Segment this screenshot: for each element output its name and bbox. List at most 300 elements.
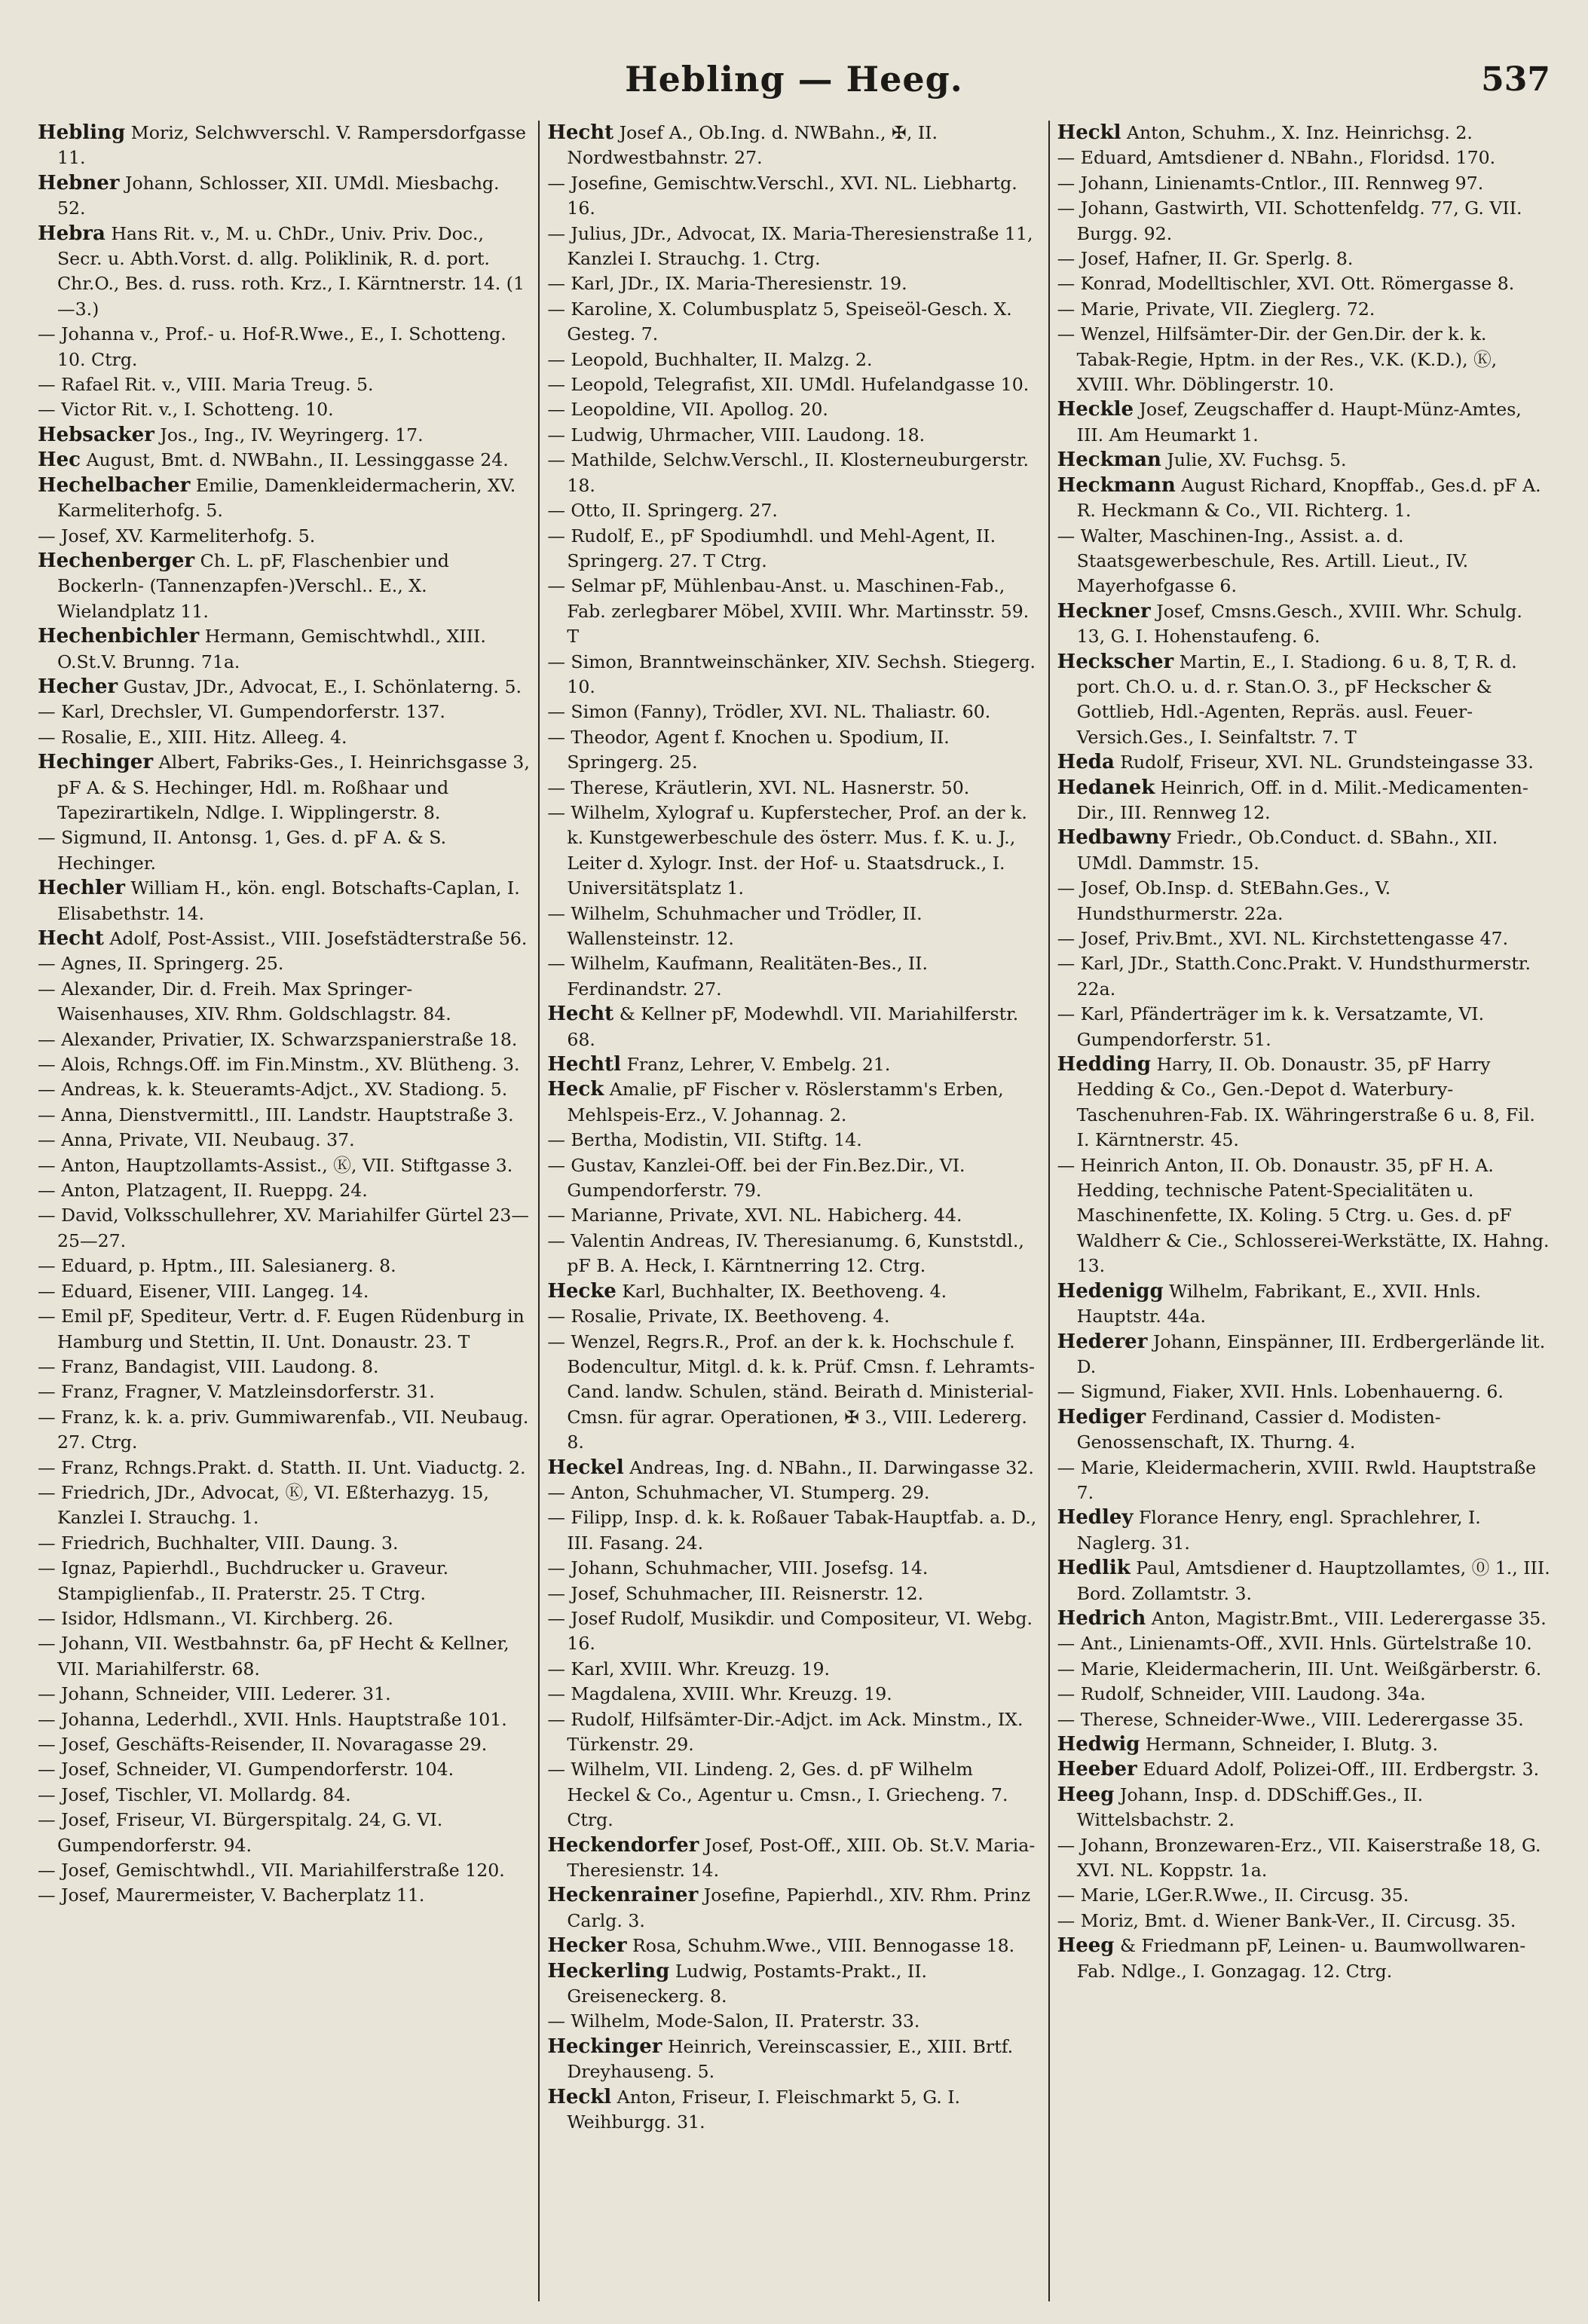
entry-surname: Heckel [547,1456,624,1479]
directory-entry [38,951,531,976]
entry-details: — Johann, Linienamts-Cntlor., III. Rennweg 97. [1057,172,1484,194]
entry-details: — Alexander, Privatier, IX. Schwarzspanierstraße 18. [38,1028,518,1050]
entry-surname: Hedding [1057,1053,1152,1076]
entry-surname: Heckl [547,2085,612,2108]
entry-details: Franz, Lehrer, V. Embelg. 21. [626,1054,891,1076]
entry-details: — Franz, Fragner, V. Matzleinsdorferstr. 31. [38,1381,435,1403]
directory-entry [38,825,531,876]
entry-details: Josef, Post-Off., XIII. Ob. St.V. Maria-Theresienstr. 14. [567,1834,1036,1882]
entry-details: — Eduard, p. Hptm., III. Salesianerg. 8. [38,1255,396,1277]
directory-entry [1057,1682,1550,1707]
directory-entry [38,977,531,1027]
entry-details: — Karl, Drechsler, VI. Gumpendorferstr. 137. [38,701,445,723]
entry-details: — Wenzel, Regrs.R., Prof. an der k. k. Hochschule f. Bodencultur, Mitgl. d. k. k. Prüf. Cmsn. f. Lehramts-Cand. landw. Schulen, ständ. Beirath d. Ministerial-Cmsn. für agrar. Operationen, ✠ 3., VIII. Ledererg. 8. [547,1330,1035,1453]
directory-entry [1057,1883,1550,1908]
entry-surname: Hechenberger [38,549,195,572]
directory-entry [1057,876,1550,926]
directory-entry [1057,297,1550,322]
directory-entry [1057,397,1550,448]
entry-surname: Hec [38,449,81,472]
directory-entry [547,1279,1040,1304]
directory-entry [38,1858,531,1883]
entry-details: Julie, XV. Fuchsg. 5. [1167,449,1347,471]
directory-entry [38,524,531,549]
entry-details: — Theodor, Agent f. Knochen u. Spodium, II. Springerg. 25. [547,726,950,773]
directory-entry [547,1304,1040,1329]
entry-details: — Alexander, Dir. d. Freih. Max Springer-Waisenhauses, XIV. Rhm. Goldschlagstr. 84. [38,978,451,1025]
directory-entry [547,297,1040,348]
directory-entry [547,1833,1040,1884]
directory-entry [38,423,531,448]
directory-entry [38,1077,531,1102]
entry-details: — Leopold, Buchhalter, II. Malzg. 2. [547,348,873,370]
entry-surname: Heckinger [547,2035,662,2058]
directory-entry [1057,145,1550,170]
entry-details: — Leopoldine, VII. Apollog. 20. [547,399,828,421]
directory-entry [1057,776,1550,826]
directory-entry [547,776,1040,801]
entry-details: — Therese, Kräutlerin, XVI. NL. Hasnerstr. 50. [547,776,970,798]
entry-details: — Friedrich, JDr., Advocat, Ⓚ, VI. Eßterhazyg. 15, Kanzlei I. Strauchg. 1. [38,1481,489,1529]
page-header [30,59,1558,112]
directory-entry [547,498,1040,523]
entry-details: Heinrich, Vereinscassier, E., XIII. Brtf. Dreyhauseng. 5. [567,2035,1014,2083]
directory-entry [1057,473,1550,524]
entry-details: — Anna, Dienstvermittl., III. Landstr. Hauptstraße 3. [38,1104,514,1125]
entry-surname: Hedbawny [1057,826,1171,850]
entry-details: — Heinrich Anton, II. Ob. Donaustr. 35, pF H. A. Hedding, technische Patent-Specialitäten u. Maschinenfette, IX. Koling. 5 Ctrg. u. Ges. d. pF Waldherr & Cie., Schlosserei-Werkstätte, IX. Hahng. 13. [1057,1154,1550,1277]
page-title: Hebling — Heeg. [625,59,963,100]
entry-surname: Heckner [1057,599,1151,623]
entry-details: Amalie, pF Fischer v. Röslerstamm's Erben, Mehlspeis-Erz., V. Johannag. 2. [567,1079,1004,1125]
directory-entry [38,1556,531,1606]
entry-details: — Ant., Linienamts-Off., XVII. Hnls. Gürtelstraße 10. [1057,1633,1532,1655]
directory-entry [1057,599,1550,650]
entry-details: — Isidor, Hdlsmann., VI. Kirchberg. 26. [38,1607,393,1629]
directory-entry [547,1128,1040,1153]
directory-entry [38,1606,531,1631]
directory-entry [1057,1732,1550,1757]
entry-surname: Heeber [1057,1758,1137,1781]
directory-entry [38,876,531,926]
entry-details: — Karl, Pfänderträger im k. k. Versatzamte, VI. Gumpendorferstr. 51. [1057,1003,1485,1050]
entry-details: Anton, Schuhm., X. Inz. Heinrichsg. 2. [1127,122,1473,143]
entry-details: Heinrich, Off. in d. Milit.-Medicamenten-Dir., III. Rennweg 12. [1076,776,1528,823]
entry-details: — Karl, XVIII. Whr. Kreuzg. 19. [547,1658,830,1679]
entry-details: — Rosalie, Private, IX. Beethoveng. 4. [547,1306,890,1327]
entry-details: — Josef, Maurermeister, V. Bacherplatz 11. [38,1885,425,1906]
entry-surname: Hedanek [1057,776,1155,799]
entry-details: Florance Henry, engl. Sprachlehrer, I. Naglerg. 31. [1076,1507,1481,1554]
entry-surname: Heckmann [1057,473,1176,497]
directory-entry [1057,448,1550,473]
entry-details: — Johann, Schneider, VIII. Lederer. 31. [38,1683,391,1705]
directory-entry [38,1254,531,1278]
entry-details: — Friedrich, Buchhalter, VIII. Daung. 3. [38,1532,399,1554]
directory-entry [1057,825,1550,876]
entry-details: — Josef, Schneider, VI. Gumpendorferstr. 104. [38,1759,454,1781]
entry-details: Moriz, Selchwverschl. V. Rampersdorfgasse 11. [57,122,526,169]
entry-details: & Kellner pF, Modewhdl. VII. Mariahilferstr. 68. [567,1003,1019,1050]
entry-details: — Franz, Rchngs.Prakt. d. Statth. II. Unt. Viaductg. 2. [38,1456,526,1478]
entry-details: — Wenzel, Hilfsämter-Dir. der Gen.Dir. der k. k. Tabak-Regie, Hptm. in der Res., V.K. (K.D.), Ⓚ, XVIII. Whr. Döblingerstr. 10. [1057,323,1498,396]
entry-details: — Simon, Branntweinschänker, XIV. Sechsh. Stiegerg. 10. [547,651,1036,697]
entry-details: — Josef, Ob.Insp. d. StEBahn.Ges., V. Hundsthurmerstr. 22a. [1057,877,1391,924]
directory-entry [547,700,1040,724]
directory-entry [1057,1556,1550,1606]
entry-details: — Wilhelm, Schuhmacher und Trödler, II. Wallensteinstr. 12. [547,902,923,949]
directory-entry [1057,1833,1550,1884]
entry-details: — Sigmund, II. Antonsg. 1, Ges. d. pF A. & S. Hechinger. [38,827,447,874]
directory-entry [547,1606,1040,1657]
directory-entry [1057,1657,1550,1682]
directory-entry [38,1883,531,1908]
entry-details: — Ignaz, Papierhdl., Buchdrucker u. Graveur. Stampiglienfab., II. Praterstr. 25. T Ctrg. [38,1557,449,1604]
directory-entry [38,1783,531,1808]
entry-details: — Franz, k. k. a. priv. Gummiwarenfab., VII. Neubaug. 27. Ctrg. [38,1406,529,1453]
directory-entry [547,397,1040,422]
directory-entry [547,574,1040,649]
directory-entry [547,1153,1040,1204]
directory-entry [38,372,531,397]
directory-entry [547,2035,1040,2085]
directory-entry [38,750,531,825]
directory-entry [1057,271,1550,296]
entry-surname: Hechtl [547,1053,622,1076]
entry-details: Ch. L. pF, Flaschenbier und Bockerln- (Tannenzapfen-)Verschl.. E., X. Wielandplatz 11. [57,550,449,622]
entry-details: — Johann, Schuhmacher, VIII. Josefsg. 14. [547,1557,929,1579]
directory-entry [38,121,531,171]
directory-entry [547,1757,1040,1833]
directory-entry [1057,1707,1550,1732]
entry-details: Rudolf, Friseur, XVI. NL. Grundsteingasse 33. [1120,752,1534,773]
page-number: 537 [1481,60,1550,99]
directory-entry [38,473,531,524]
entry-details: — Magdalena, XVIII. Whr. Kreuzg. 19. [547,1683,892,1705]
entry-details: Anton, Magistr.Bmt., VIII. Lederergasse 35. [1151,1607,1547,1629]
directory-entry [1057,1330,1550,1380]
entry-surname: Heckerling [547,1959,670,1983]
entry-details: — Otto, II. Springerg. 27. [547,500,778,522]
entry-details: Josef, Cmsns.Gesch., XVIII. Whr. Schulg. 13, G. I. Hohenstaufeng. 6. [1076,600,1522,648]
entry-details: — Marie, LGer.R.Wwe., II. Circusg. 35. [1057,1885,1409,1906]
directory-entry [38,1203,531,1254]
entry-details: — Johann, Gastwirth, VII. Schottenfeldg. 77, G. VII. Burgg. 92. [1057,197,1522,244]
entry-details: Karl, Buchhalter, IX. Beethoveng. 4. [622,1280,947,1302]
entry-details: — Marie, Kleidermacherin, III. Unt. Weißgärberstr. 6. [1057,1658,1542,1679]
entry-details: — Franz, Bandagist, VIII. Laudong. 8. [38,1355,379,1377]
entry-details: — Andreas, k. k. Steueramts-Adjct., XV. Stadiong. 5. [38,1079,508,1101]
entry-surname: Hebling [38,121,126,144]
entry-details: William H., kön. engl. Botschafts-Caplan, I. Elisabethstr. 14. [57,877,520,924]
entry-surname: Heda [1057,751,1115,774]
directory-entry [547,1505,1040,1556]
entry-details: Anton, Friseur, I. Fleischmarkt 5, G. I. Weihburgg. 31. [567,2086,961,2133]
directory-entry [547,1203,1040,1228]
entry-details: — Wilhelm, Xylograf u. Kupferstecher, Prof. an der k. k. Kunstgewerbeschule des österr. Mus. f. K. u. J., Leiter d. Xylogr. Inst. der Hof- u. Staatsdruck., I. Universitätsplatz 1. [547,801,1027,899]
entry-surname: Hedley [1057,1506,1134,1529]
directory-entry [547,2009,1040,2034]
entry-details: — Josef, Gemischtwhdl., VII. Mariahilferstraße 120. [38,1860,505,1882]
entry-details: — Marie, Kleidermacherin, XVIII. Rwld. Hauptstraße 7. [1057,1456,1537,1503]
entry-details: — Wilhelm, VII. Lindeng. 2, Ges. d. pF Wilhelm Heckel & Co., Agentur u. Cmsn., I. Griecheng. 7. Ctrg. [547,1759,1008,1831]
entry-details: — Johanna v., Prof.- u. Hof-R.Wwe., E., I. Schotteng. 10. Ctrg. [38,323,506,370]
entry-surname: Heeg [1057,1783,1115,1806]
entry-details: Harry, II. Ob. Donaustr. 35, pF Harry Hedding & Co., Gen.-Depot d. Waterbury-Taschenuhren-Fab. IX. Währingerstraße 6 u. 8, Fil. I. Kärntnerstr. 45. [1076,1054,1535,1151]
directory-entry [38,222,531,323]
directory-entry [547,1657,1040,1682]
entry-surname: Hediger [1057,1405,1146,1428]
entry-details: — Eduard, Eisener, VIII. Langeg. 14. [38,1280,369,1302]
directory-entry [547,725,1040,776]
directory-entry [1057,171,1550,196]
entry-details: — Anton, Schuhmacher, VI. Stumperg. 29. [547,1481,930,1503]
directory-entry [547,524,1040,574]
entry-details: Martin, E., I. Stadiong. 6 u. 8, T, R. d. port. Ch.O. u. d. r. Stan.O. 3., pF Heckscher & Gottlieb, Hdl.-Agenten, Repräs. ausl. Feuer-Versich.Ges., I. Seinfaltstr. 7. T [1076,651,1517,748]
entry-details: Josef, Zeugschaffer d. Haupt-Münz-Amtes, III. Am Heumarkt 1. [1076,399,1522,446]
directory-entry [1057,1909,1550,1934]
directory-entry [38,1682,531,1707]
entry-details: — Karl, JDr., Statth.Conc.Prakt. V. Hundsthurmerstr. 22a. [1057,953,1531,1000]
directory-entry [38,1732,531,1757]
entry-details: — Agnes, II. Springerg. 25. [38,953,284,975]
entry-surname: Heckenrainer [547,1884,699,1907]
directory-entry [38,700,531,724]
entry-details: — Therese, Schneider-Wwe., VIII. Lederergasse 35. [1057,1708,1524,1730]
entry-details: Johann, Einspänner, III. Erdbergerlände lit. D. [1076,1330,1546,1377]
entry-surname: Hecht [547,121,614,144]
entry-details: — Johann, VII. Westbahnstr. 6a, pF Hecht & Kellner, VII. Mariahilferstr. 68. [38,1633,509,1679]
entry-details: — Rudolf, E., pF Spodiumhdl. und Mehl-Agent, II. Springerg. 27. T Ctrg. [547,525,996,571]
directory-entry [38,171,531,222]
directory-entry [38,1757,531,1782]
directory-entry [1057,1934,1550,1984]
directory-entry [1057,1002,1550,1052]
directory-entry [547,1682,1040,1707]
entry-details: — Rosalie, E., XIII. Hitz. Alleeg. 4. [38,726,347,748]
entry-details: — Josefine, Gemischtw.Verschl., XVI. NL. Liebhartg. 16. [547,172,1017,219]
entry-details: Jos., Ing., IV. Weyringerg. 17. [160,424,424,446]
directory-entry [1057,1052,1550,1153]
directory-entry [1057,1505,1550,1556]
directory-entry [38,1279,531,1304]
entry-details: — Rudolf, Hilfsämter-Dir.-Adjct. im Ack. Minstm., IX. Türkenstr. 29. [547,1708,1023,1755]
entry-details: Rosa, Schuhm.Wwe., VIII. Bennogasse 18. [632,1935,1015,1957]
entry-details: Wilhelm, Fabrikant, E., XVII. Hnls. Hauptstr. 44a. [1076,1280,1482,1327]
entry-details: Hermann, Schneider, I. Blutg. 3. [1145,1734,1439,1755]
directory-entry [547,1330,1040,1456]
entry-details: — Johanna, Lederhdl., XVII. Hnls. Hauptstraße 101. [38,1708,507,1730]
entry-details: — Rudolf, Schneider, VIII. Laudong. 34a. [1057,1683,1426,1705]
directory-entry [547,372,1040,397]
entry-details: — Josef, Tischler, VI. Mollardg. 84. [38,1784,351,1805]
directory-entry [547,1883,1040,1934]
directory-entry [38,448,531,473]
entry-details: Josefine, Papierhdl., XIV. Rhm. Prinz Carlg. 3. [567,1885,1031,1931]
directory-entry [1057,1279,1550,1330]
directory-entry [38,1405,531,1456]
entry-details: — Marianne, Private, XVI. NL. Habicherg. 44. [547,1205,962,1226]
directory-entry [38,322,531,372]
directory-entry [547,1052,1040,1077]
directory-entry [1057,322,1550,397]
entry-surname: Hechenbichler [38,625,200,648]
directory-entry [38,1808,531,1858]
entry-details: — Alois, Rchngs.Off. im Fin.Minstm., XV. Blütheng. 3. [38,1054,520,1076]
entry-surname: Hechler [38,877,125,900]
entry-details: — Filipp, Insp. d. k. k. Roßauer Tabak-Hauptfab. a. D., III. Fasang. 24. [547,1507,1037,1554]
entry-details: August, Bmt. d. NWBahn., II. Lessinggasse 24. [86,449,509,471]
directory-entry [1057,1405,1550,1456]
entry-surname: Heckle [1057,398,1134,421]
entry-details: Hermann, Gemischtwhdl., XIII. O.St.V. Brunng. 71a. [57,626,486,672]
entry-details: Paul, Amtsdiener d. Hauptzollamtes, ⓪ 1., III. Bord. Zollamtstr. 3. [1076,1557,1550,1604]
directory-entry [547,1456,1040,1480]
directory-entry [547,1002,1040,1052]
entry-surname: Heckendorfer [547,1833,699,1857]
entry-details: Albert, Fabriks-Ges., I. Heinrichsgasse 3, pF A. & S. Hechinger, Hdl. m. Roßhaar und Tapezirartikeln, Ndlge. I. Wipplingerstr. 8. [57,752,530,823]
directory-entry [547,1077,1040,1128]
entry-details: Johann, Schlosser, XII. UMdl. Miesbachg. 52. [57,172,500,219]
directory-entry [547,222,1040,272]
entry-surname: Hecht [38,927,104,950]
entry-details: — Eduard, Amtsdiener d. NBahn., Floridsd. 170. [1057,147,1496,169]
directory-entry [547,2085,1040,2136]
directory-entry [1057,1631,1550,1656]
directory-entry [547,650,1040,700]
entry-details: — Leopold, Telegrafist, XII. UMdl. Hufelandgasse 10. [547,374,1030,396]
directory-entry [1057,926,1550,951]
directory-entry [38,549,531,624]
directory-entry [1057,1379,1550,1404]
entry-details: — Josef, Friseur, VI. Bürgerspitalg. 24, G. VI. Gumpendorferstr. 94. [38,1809,443,1856]
directory-entry [1057,951,1550,1002]
directory-entry [38,1103,531,1128]
directory-columns [30,121,1558,2301]
entry-details: — Anton, Platzagent, II. Rueppg. 24. [38,1180,368,1202]
entry-details: — Sigmund, Fiaker, XVII. Hnls. Lobenhauerng. 6. [1057,1381,1504,1403]
entry-surname: Hederer [1057,1330,1148,1353]
entry-details: Emilie, Damenkleidermacherin, XV. Karmeliterhofg. 5. [57,474,516,522]
directory-entry [1057,196,1550,246]
entry-details: — Ludwig, Uhrmacher, VIII. Laudong. 18. [547,424,926,446]
entry-details: — Marie, Private, VII. Zieglerg. 72. [1057,298,1375,320]
directory-entry [38,725,531,750]
directory-entry [38,1304,531,1355]
directory-entry [38,1052,531,1077]
directory-entry [547,1934,1040,1958]
directory-entry [547,348,1040,372]
entry-details: — Konrad, Modelltischler, XVI. Ott. Römergasse 8. [1057,273,1515,295]
directory-entry [547,1959,1040,2010]
directory-entry [1057,1606,1550,1631]
directory-entry [38,1153,531,1178]
entry-details: — Mathilde, Selchw.Verschl., II. Klosterneuburgerstr. 18. [547,449,1030,496]
directory-entry [38,1456,531,1480]
entry-details: Friedr., Ob.Conduct. d. SBahn., XII. UMdl. Dammstr. 15. [1076,827,1498,874]
directory-entry [547,1556,1040,1581]
entry-details: — Gustav, Kanzlei-Off. bei der Fin.Bez.Dir., VI. Gumpendorferstr. 79. [547,1154,965,1202]
column-1 [30,121,538,2301]
entry-surname: Hedrich [1057,1606,1146,1630]
directory-entry [1057,1783,1550,1833]
directory-entry [547,951,1040,1002]
entry-details: — Josef, XV. Karmeliterhofg. 5. [38,525,316,547]
entry-details: — Valentin Andreas, IV. Theresianumg. 6, Kunststdl., pF B. A. Heck, I. Kärntnerring 12. Ctrg. [547,1229,1024,1277]
directory-entry [38,624,531,675]
entry-details: — Josef, Hafner, II. Gr. Sperlg. 8. [1057,248,1354,270]
entry-details: — Selmar pF, Mühlenbau-Anst. u. Maschinen-Fab., Fab. zerlegbarer Möbel, XVIII. Whr. Martinsstr. 59. T [547,575,1030,648]
entry-details: — Anna, Private, VII. Neubaug. 37. [38,1129,355,1151]
entry-details: — David, Volksschullehrer, XV. Mariahilfer Gürtel 23—25—27. [38,1205,529,1251]
entry-details: — Moriz, Bmt. d. Wiener Bank-Ver., II. Circusg. 35. [1057,1909,1516,1931]
entry-details: — Simon (Fanny), Trödler, XVI. NL. Thaliastr. 60. [547,701,991,723]
entry-surname: Hecher [38,675,118,698]
entry-surname: Heck [547,1078,604,1101]
directory-entry [547,448,1040,498]
entry-surname: Hedenigg [1057,1279,1164,1303]
entry-details: — Julius, JDr., Advocat, IX. Maria-Theresienstraße 11, Kanzlei I. Strauchg. 1. Ctrg. [547,222,1033,270]
entry-surname: Heckman [1057,449,1161,472]
directory-entry [1057,1757,1550,1782]
directory-entry [547,1581,1040,1606]
entry-surname: Hechelbacher [38,473,191,497]
entry-details: Eduard Adolf, Polizei-Off., III. Erdbergstr. 3. [1143,1759,1540,1781]
directory-entry [1057,246,1550,271]
entry-details: Josef A., Ob.Ing. d. NWBahn., ✠, II. Nordwestbahnstr. 27. [567,122,938,169]
directory-entry [1057,1153,1550,1279]
entry-details: & Friedmann pF, Leinen- u. Baumwollwaren-Fab. Ndlge., I. Gonzagag. 12. Ctrg. [1076,1935,1526,1982]
entry-details: Adolf, Post-Assist., VIII. Josefstädterstraße 56. [109,928,528,949]
entry-details: — Josef, Geschäfts-Reisender, II. Novaragasse 29. [38,1734,488,1755]
directory-entry [1057,524,1550,599]
directory-entry [1057,750,1550,775]
entry-details: — Karl, JDr., IX. Maria-Theresienstr. 19. [547,273,907,295]
entry-surname: Hedlik [1057,1557,1131,1580]
directory-entry [547,171,1040,222]
directory-entry [1057,121,1550,145]
entry-details: Johann, Insp. d. DDSchiff.Ges., II. Wittelsbachstr. 2. [1076,1784,1424,1831]
entry-details: — Anton, Hauptzollamts-Assist., Ⓚ, VII. Stiftgasse 3. [38,1154,513,1176]
entry-details: Ferdinand, Cassier d. Modisten-Genossenschaft, IX. Thurng. 4. [1076,1406,1441,1453]
directory-entry [38,1707,531,1732]
column-2 [538,121,1048,2301]
entry-details: — Walter, Maschinen-Ing., Assist. a. d. Staatsgewerbeschule, Res. Artill. Lieut., IV. Mayerhofgasse 6. [1057,525,1469,597]
entry-details: — Rafael Rit. v., VIII. Maria Treug. 5. [38,374,374,396]
directory-entry [38,675,531,700]
directory-entry [38,1027,531,1052]
directory-entry [547,1480,1040,1505]
directory-entry [38,1355,531,1379]
directory-entry [1057,1456,1550,1506]
entry-details: — Victor Rit. v., I. Schotteng. 10. [38,399,334,421]
entry-details: — Wilhelm, Mode-Salon, II. Praterstr. 33. [547,2010,920,2032]
directory-entry [38,926,531,951]
directory-entry [547,902,1040,952]
entry-details: — Josef, Schuhmacher, III. Reisnerstr. 12. [547,1582,924,1604]
directory-entry [547,1229,1040,1279]
entry-surname: Hecker [547,1934,627,1958]
entry-surname: Hebner [38,171,120,194]
entry-details: — Emil pF, Spediteur, Vertr. d. F. Eugen Rüdenburg in Hamburg und Stettin, II. Unt. Donaustr. 23. T [38,1306,525,1352]
directory-entry [38,1631,531,1682]
entry-surname: Hebsacker [38,423,155,446]
entry-details: — Bertha, Modistin, VII. Stiftg. 14. [547,1129,862,1151]
directory-entry [38,1531,531,1556]
entry-details: — Wilhelm, Kaufmann, Realitäten-Bes., II. Ferdinandstr. 27. [547,953,928,1000]
entry-details: Hans Rit. v., M. u. ChDr., Univ. Priv. Doc., Secr. u. Abth.Vorst. d. allg. Poliklinik, R. d. port. Chr.O., Bes. d. russ. roth. Krz., I. Kärntnerstr. 14. (1—3.) [57,222,525,320]
directory-entry [547,423,1040,448]
